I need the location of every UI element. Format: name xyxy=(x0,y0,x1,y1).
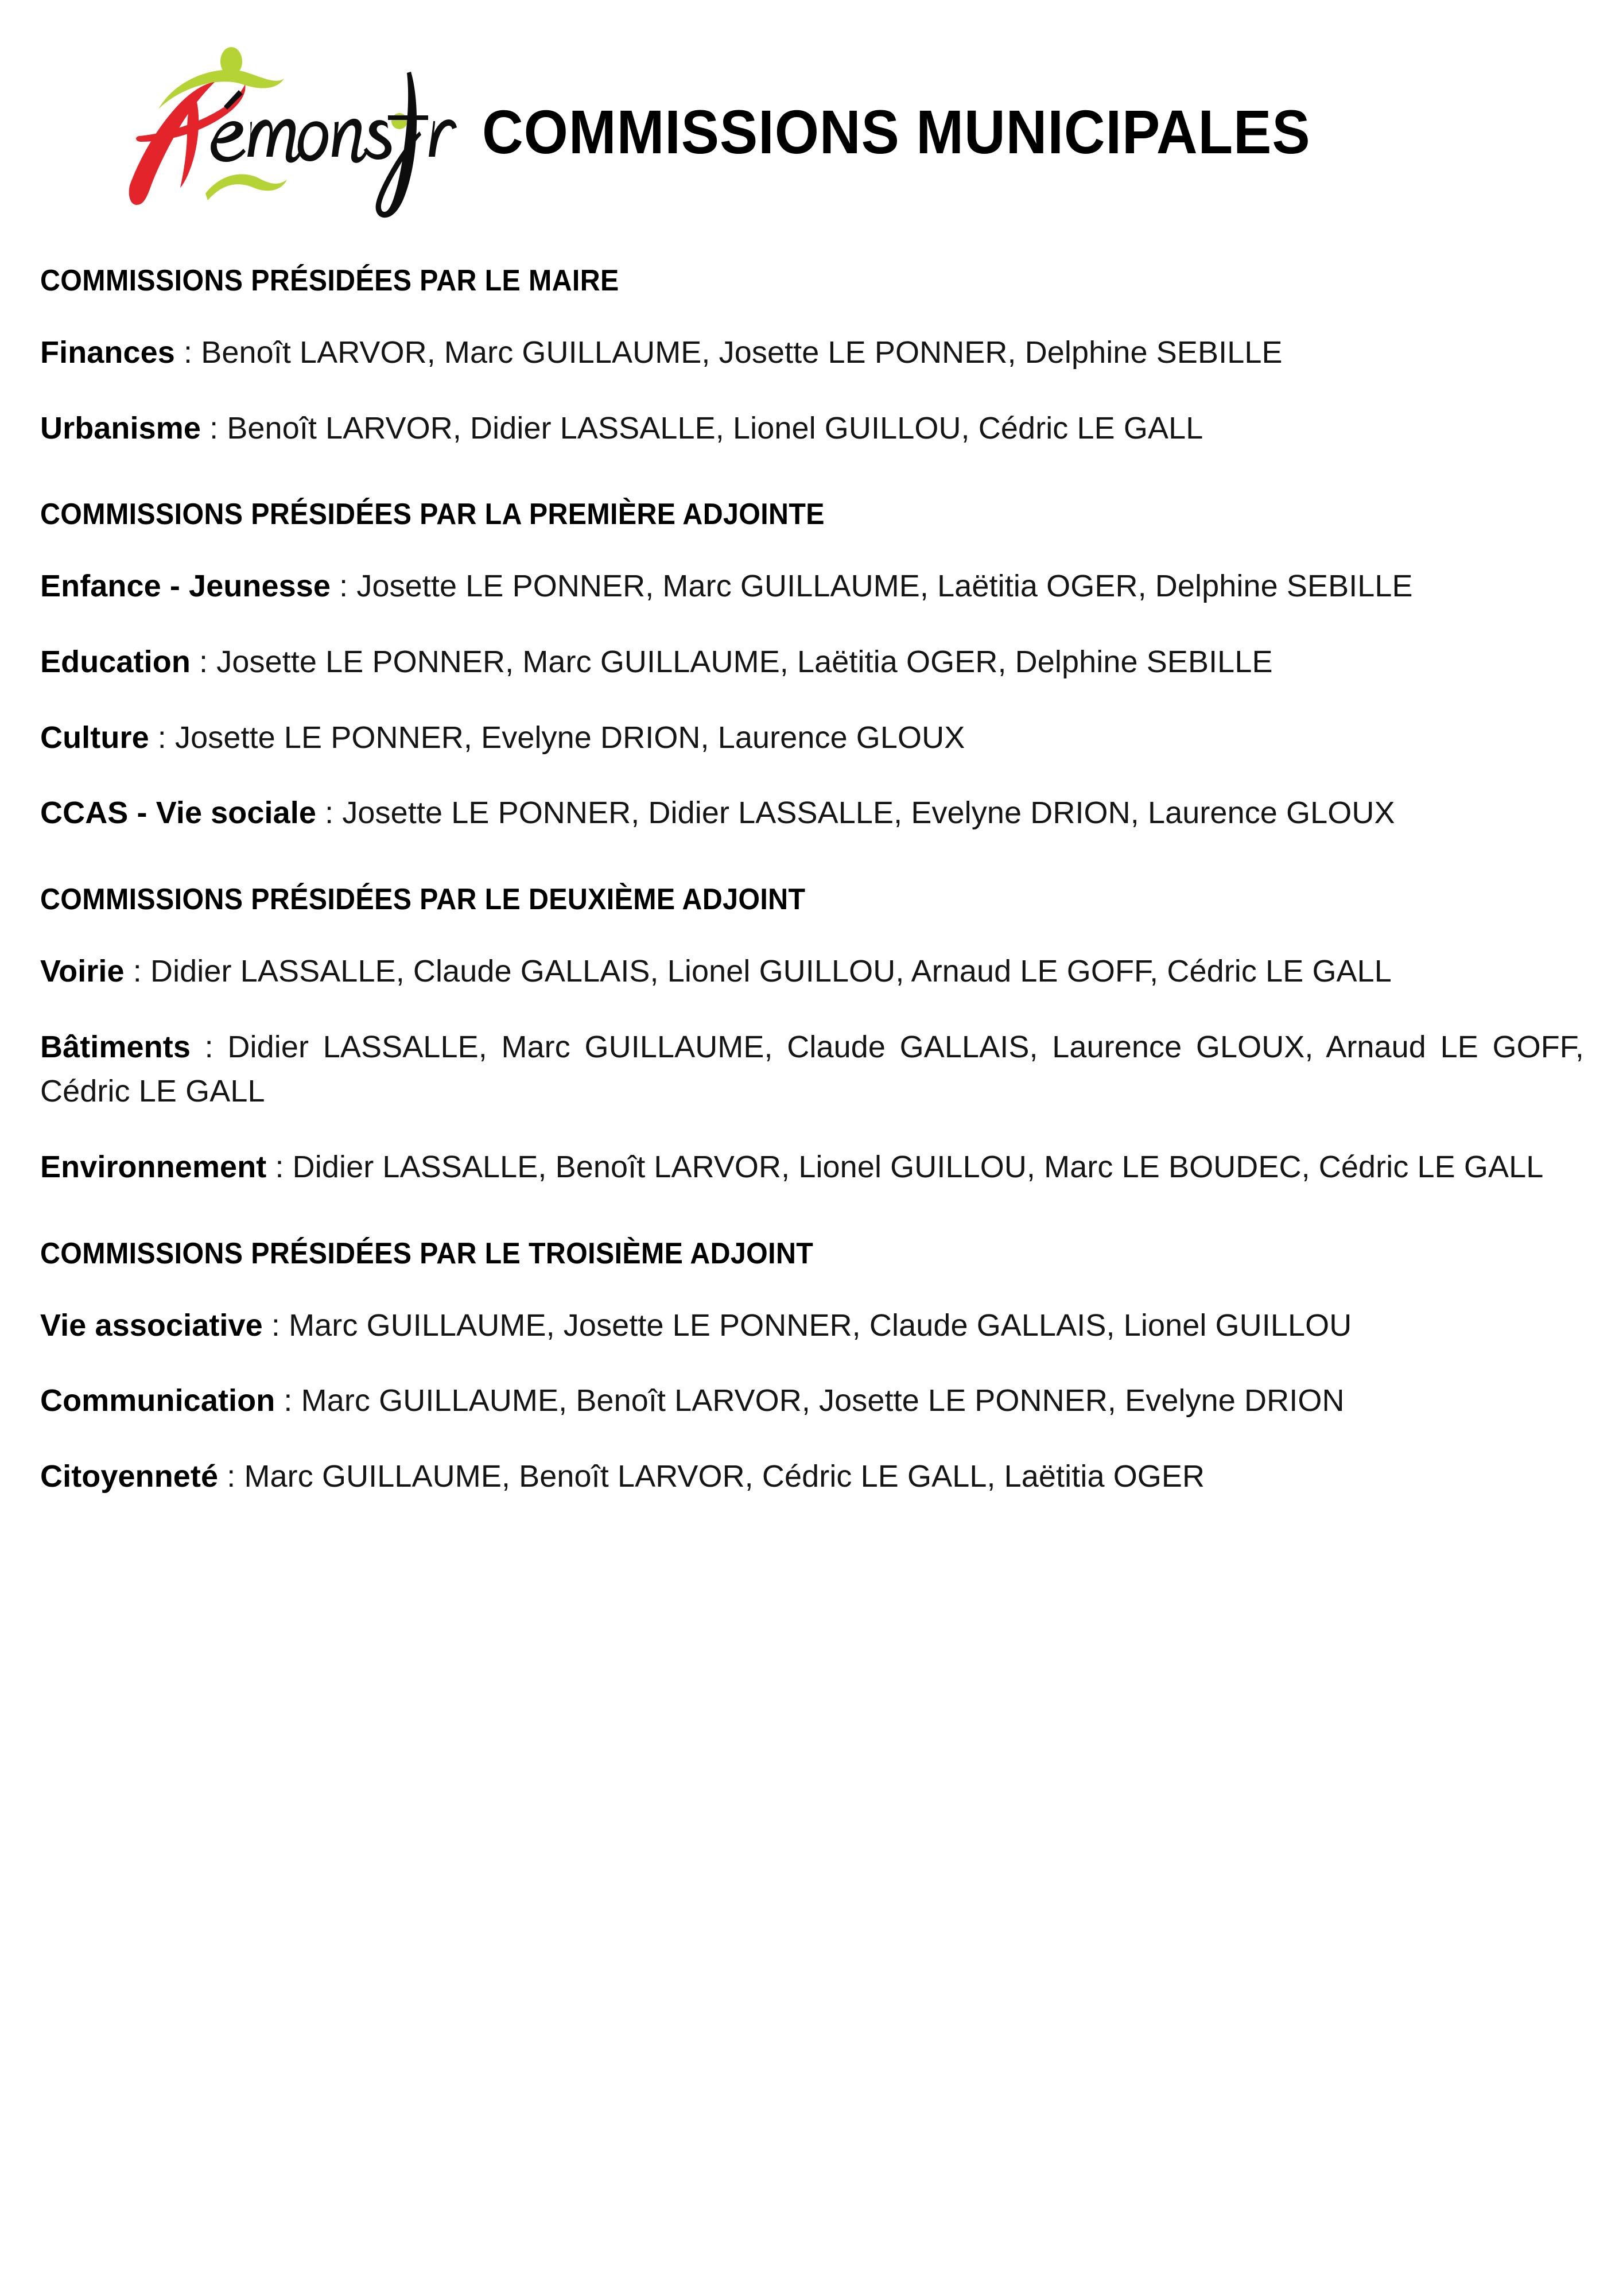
commission-label: Environnement xyxy=(40,1150,267,1185)
section-deuxieme-adjoint xyxy=(40,883,1584,1190)
commission-entry xyxy=(40,331,1584,375)
section-premiere-adjointe xyxy=(40,498,1584,836)
commission-separator: : xyxy=(149,720,176,755)
commission-separator: : xyxy=(174,335,201,370)
spacer xyxy=(40,451,1584,498)
commission-label: Communication xyxy=(40,1383,275,1418)
commission-label: Bâtiments xyxy=(40,1029,191,1064)
commission-label: Finances xyxy=(40,335,175,370)
spacer xyxy=(40,1271,1584,1304)
section-heading: COMMISSIONS PRÉSIDÉES PAR LA PREMIÈRE ADJOINTE xyxy=(40,498,825,532)
page-title: COMMISSIONS MUNICIPALES xyxy=(482,97,1311,166)
section-heading: COMMISSIONS PRÉSIDÉES PAR LE TROISIÈME ADJOINT xyxy=(40,1236,814,1270)
commission-label: Vie associative xyxy=(40,1308,263,1343)
commission-separator: : xyxy=(218,1459,244,1494)
commission-members: Benoît LARVOR, Marc GUILLAUME, Josette LE PONNER, Delphine SEBILLE xyxy=(201,335,1283,370)
commission-separator: : xyxy=(190,1029,228,1064)
commission-separator: : xyxy=(262,1308,289,1343)
commission-entry xyxy=(40,1379,1584,1424)
commission-label: Citoyenneté xyxy=(40,1459,219,1494)
commission-separator: : xyxy=(124,953,150,988)
spacer xyxy=(40,298,1584,331)
commission-members: Didier LASSALLE, Claude GALLAIS, Lionel GUILLOU, Arnaud LE GOFF, Cédric LE GALL xyxy=(150,953,1392,988)
commission-members: Marc GUILLAUME, Benoît LARVOR, Cédric LE GALL, Laëtitia OGER xyxy=(244,1459,1205,1494)
spacer xyxy=(40,1190,1584,1237)
commission-members: Marc GUILLAUME, Josette LE PONNER, Claude GALLAIS, Lionel GUILLOU xyxy=(289,1308,1352,1343)
commission-entry xyxy=(40,640,1584,685)
commission-entry xyxy=(40,949,1584,994)
section-maire xyxy=(40,264,1584,451)
commission-label: CCAS - Vie sociale xyxy=(40,796,316,831)
commission-entry xyxy=(40,1304,1584,1348)
commission-separator: : xyxy=(266,1150,293,1185)
commission-separator: : xyxy=(190,644,217,679)
hemonstoir-logo xyxy=(109,37,459,227)
commission-entry xyxy=(40,1145,1584,1190)
commission-separator: : xyxy=(275,1383,301,1418)
commission-members: Didier LASSALLE, Marc GUILLAUME, Claude GALLAIS, Laurence GLOUX, Arnaud LE GOFF, Cédric LE GALL xyxy=(40,1029,1585,1109)
commission-label: Voirie xyxy=(40,953,125,988)
document-header xyxy=(34,0,1589,264)
section-heading: COMMISSIONS PRÉSIDÉES PAR LE MAIRE xyxy=(40,264,619,297)
commission-members: Didier LASSALLE, Benoît LARVOR, Lionel GUILLOU, Marc LE BOUDEC, Cédric LE GALL xyxy=(292,1150,1544,1185)
commission-entry xyxy=(40,1455,1584,1499)
commission-members: Benoît LARVOR, Didier LASSALLE, Lionel GUILLOU, Cédric LE GALL xyxy=(227,410,1203,445)
document-body xyxy=(34,264,1589,1499)
commission-members: Josette LE PONNER, Evelyne DRION, Laurence GLOUX xyxy=(175,720,965,755)
commission-label: Culture xyxy=(40,720,149,755)
section-heading: COMMISSIONS PRÉSIDÉES PAR LE DEUXIÈME ADJOINT xyxy=(40,883,806,917)
commission-entry xyxy=(40,791,1584,836)
commission-entry xyxy=(40,716,1584,761)
commission-separator: : xyxy=(316,796,343,831)
spacer xyxy=(40,836,1584,883)
commission-members: Josette LE PONNER, Marc GUILLAUME, Laëtitia OGER, Delphine SEBILLE xyxy=(216,644,1273,679)
commission-entry xyxy=(40,564,1584,609)
commission-members: Marc GUILLAUME, Benoît LARVOR, Josette LE PONNER, Evelyne DRION xyxy=(301,1383,1345,1418)
commission-entry xyxy=(40,1025,1584,1115)
commission-label: Urbanisme xyxy=(40,410,201,445)
commission-members: Josette LE PONNER, Didier LASSALLE, Evelyne DRION, Laurence GLOUX xyxy=(342,796,1395,831)
commission-entry xyxy=(40,406,1584,451)
commission-label: Education xyxy=(40,644,191,679)
section-troisieme-adjoint xyxy=(40,1237,1584,1499)
commission-members: Josette LE PONNER, Marc GUILLAUME, Laëtitia OGER, Delphine SEBILLE xyxy=(356,569,1413,604)
commission-label: Enfance - Jeunesse xyxy=(40,569,331,604)
commission-separator: : xyxy=(331,569,357,604)
commission-separator: : xyxy=(201,410,227,445)
spacer xyxy=(40,532,1584,564)
spacer xyxy=(40,917,1584,949)
